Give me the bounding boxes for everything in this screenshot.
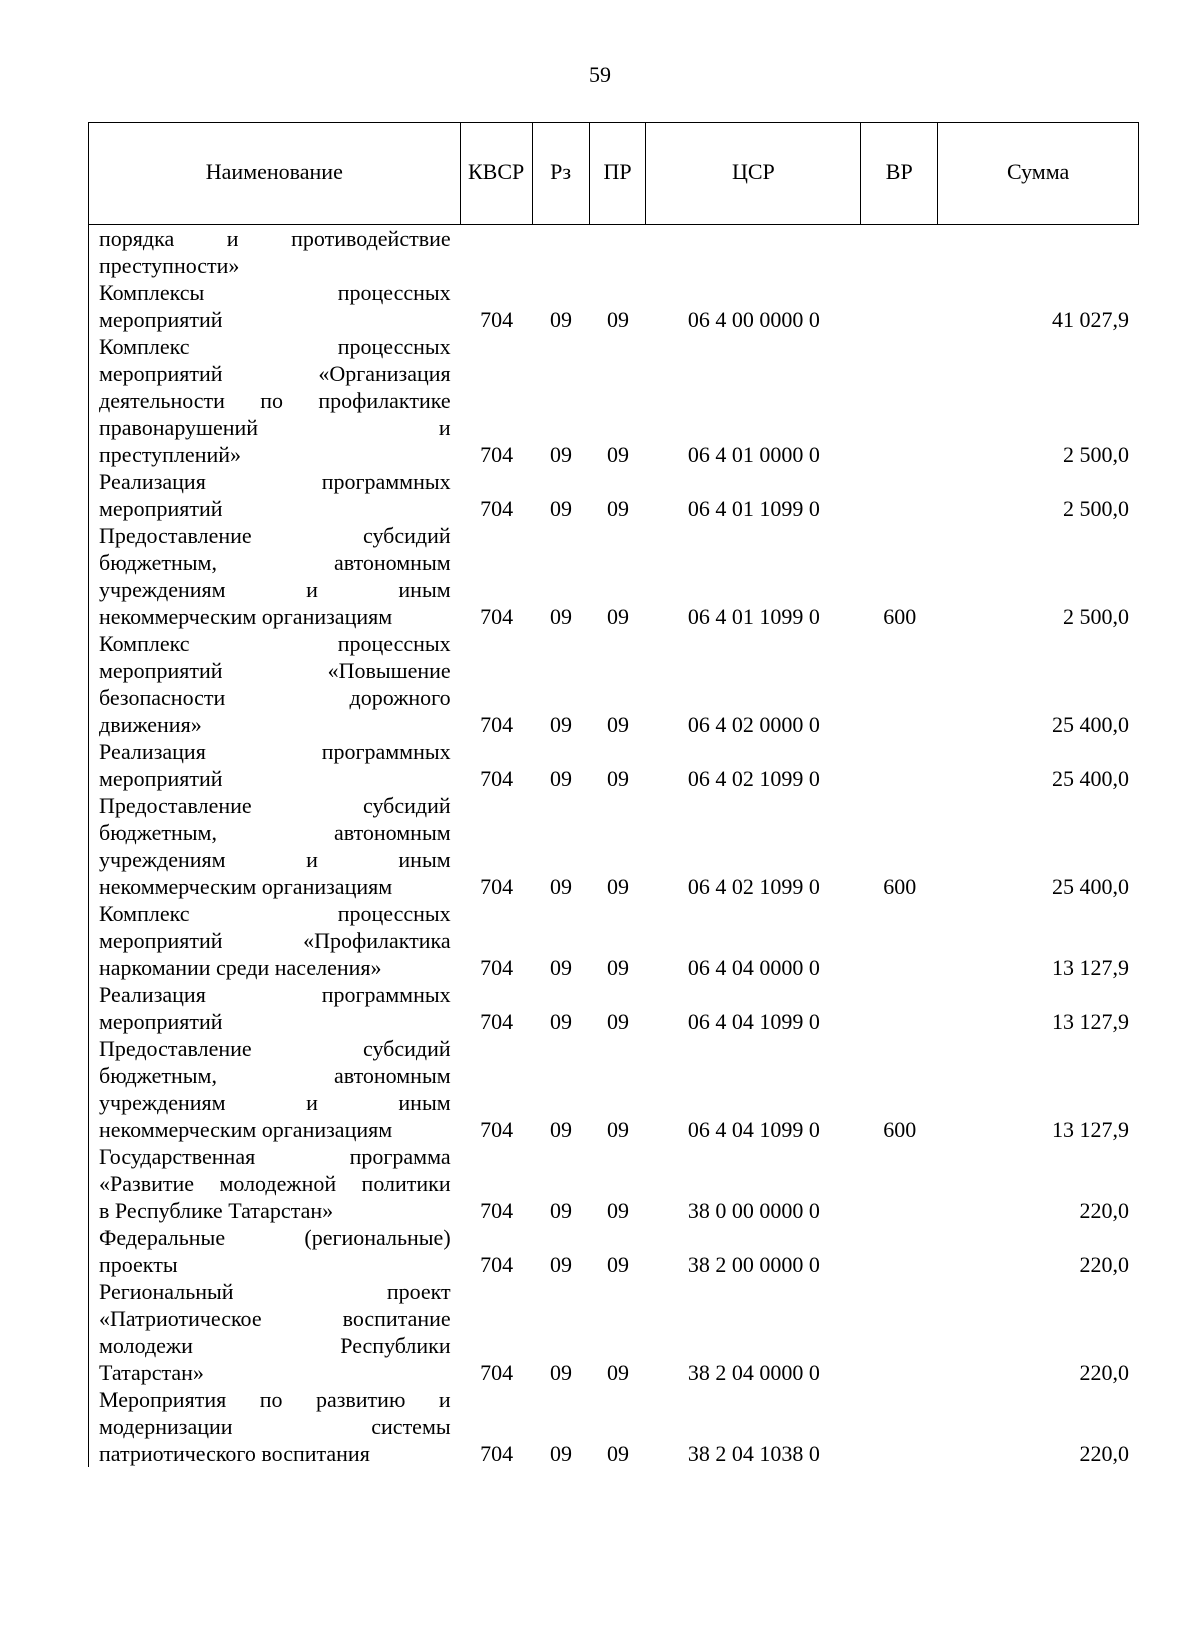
cell-rz: 09: [550, 766, 573, 791]
cell-rz: 09: [550, 712, 573, 737]
cell-vr: 600: [883, 1117, 917, 1142]
cell-csr: 06 4 02 1099 0: [687, 874, 820, 899]
header-vr: ВР: [861, 123, 938, 224]
cell-kvsr: 704: [480, 766, 514, 791]
name-word: системы: [371, 1414, 451, 1439]
name-word: автономным: [333, 550, 451, 575]
cell-name: [89, 1143, 461, 1224]
table-row: [89, 981, 1139, 1035]
name-word: Реализация: [99, 739, 206, 764]
name-word: мероприятий: [99, 361, 223, 386]
cell-kvsr: 704: [480, 496, 514, 521]
cell-pr: 09: [606, 496, 629, 521]
cell-sum: 13 127,9: [1051, 955, 1129, 980]
table-row: [89, 225, 1139, 279]
name-word: программа: [349, 1144, 451, 1169]
cell-pr: 09: [606, 766, 629, 791]
name-line: [99, 1224, 451, 1251]
name-word: по: [259, 1387, 283, 1412]
name-line: [99, 468, 451, 495]
cell-pr: 09: [606, 307, 629, 332]
name-word: субсидий: [363, 793, 451, 818]
table-header: [88, 122, 1139, 225]
cell-sum: 2 500,0: [1062, 496, 1129, 521]
name-word: процессных: [337, 901, 451, 926]
name-line: [99, 657, 451, 684]
cell-sum: 13 127,9: [1051, 1009, 1129, 1034]
name-word: Комплекс: [99, 334, 190, 359]
name-word: автономным: [333, 1063, 451, 1088]
name-word: процессных: [337, 334, 451, 359]
page-number: 59: [589, 62, 611, 87]
cell-sum: 25 400,0: [1051, 766, 1129, 791]
name-line: [99, 1143, 451, 1170]
name-line: [99, 900, 451, 927]
cell-vr: 600: [883, 874, 917, 899]
cell-name: [89, 225, 461, 279]
name-word: иным: [398, 1090, 451, 1115]
cell-name: [89, 333, 461, 468]
name-line: мероприятий: [99, 1009, 223, 1034]
name-word: «Повышение: [327, 658, 451, 683]
table-row: [89, 738, 1139, 792]
cell-csr: 38 2 04 1038 0: [687, 1441, 820, 1466]
name-line: некоммерческим организациям: [99, 874, 393, 899]
budget-table: [88, 122, 1139, 1467]
name-line: [99, 333, 451, 360]
cell-pr: 09: [606, 442, 629, 467]
name-word: политики: [361, 1171, 451, 1196]
name-word: мероприятий: [99, 658, 223, 683]
cell-csr: 38 2 00 0000 0: [687, 1252, 820, 1277]
name-line: [99, 549, 451, 576]
cell-csr: 38 0 00 0000 0: [687, 1198, 820, 1223]
header-pr: ПР: [590, 123, 647, 224]
cell-pr: 09: [606, 712, 629, 737]
cell-csr: 06 4 04 1099 0: [687, 1009, 820, 1034]
name-word: субсидий: [363, 1036, 451, 1061]
name-line: мероприятий: [99, 496, 223, 521]
name-line: [99, 1170, 451, 1197]
name-word: Предоставление: [99, 793, 252, 818]
name-word: «Профилактика: [303, 928, 451, 953]
cell-name: [89, 1035, 461, 1143]
name-word: учреждениям: [99, 1090, 226, 1115]
name-line: проекты: [99, 1252, 178, 1277]
cell-vr: 600: [883, 604, 917, 629]
name-line: мероприятий: [99, 307, 223, 332]
name-word: проект: [386, 1279, 451, 1304]
name-word: Государственная: [99, 1144, 256, 1169]
header-rz: Рз: [533, 123, 590, 224]
name-word: Предоставление: [99, 523, 252, 548]
cell-rz: 09: [550, 955, 573, 980]
name-line: [99, 846, 451, 873]
cell-sum: 220,0: [1079, 1360, 1129, 1385]
cell-name: [89, 1278, 461, 1386]
name-word: и: [438, 1387, 451, 1412]
table-row: [89, 1143, 1139, 1224]
cell-rz: 09: [550, 1441, 573, 1466]
name-line: преступности»: [99, 253, 240, 278]
name-word: и: [306, 847, 318, 872]
cell-kvsr: 704: [480, 1198, 514, 1223]
cell-kvsr: 704: [480, 1252, 514, 1277]
header-sum: Сумма: [938, 123, 1139, 224]
cell-csr: 06 4 01 1099 0: [687, 496, 820, 521]
name-word: бюджетным,: [99, 550, 217, 575]
name-word: Мероприятия: [99, 1387, 227, 1412]
name-word: «Организация: [318, 361, 451, 386]
name-word: программных: [321, 982, 451, 1007]
name-line: некоммерческим организациям: [99, 1117, 393, 1142]
name-word: и: [306, 577, 318, 602]
name-word: мероприятий: [99, 928, 223, 953]
name-word: иным: [398, 577, 451, 602]
name-line: [99, 387, 451, 414]
name-word: модернизации: [99, 1414, 233, 1439]
name-word: учреждениям: [99, 847, 226, 872]
name-word: (региональные): [304, 1225, 451, 1250]
table-body: [88, 225, 1139, 1467]
cell-kvsr: 704: [480, 1360, 514, 1385]
cell-sum: 13 127,9: [1051, 1117, 1129, 1142]
name-word: развитию: [315, 1387, 406, 1412]
name-line: мероприятий: [99, 766, 223, 791]
cell-name: [89, 1386, 461, 1467]
name-word: порядка: [99, 226, 175, 251]
cell-kvsr: 704: [480, 307, 514, 332]
cell-csr: 06 4 04 0000 0: [687, 955, 820, 980]
cell-pr: 09: [606, 955, 629, 980]
name-word: дорожного: [349, 685, 451, 710]
cell-sum: 25 400,0: [1051, 712, 1129, 737]
name-line: движения»: [99, 712, 202, 737]
name-word: «Патриотическое: [99, 1306, 262, 1331]
name-word: по: [260, 388, 284, 413]
cell-sum: 220,0: [1079, 1198, 1129, 1223]
cell-kvsr: 704: [480, 442, 514, 467]
cell-kvsr: 704: [480, 1009, 514, 1034]
name-line: Татарстан»: [99, 1360, 204, 1385]
name-line: [99, 1062, 451, 1089]
table-row: [89, 1035, 1139, 1143]
cell-kvsr: 704: [480, 1441, 514, 1466]
cell-kvsr: 704: [480, 604, 514, 629]
name-line: [99, 1305, 451, 1332]
name-word: «Развитие: [99, 1171, 195, 1196]
name-line: [99, 819, 451, 846]
header-csr: ЦСР: [646, 123, 861, 224]
name-line: [99, 1035, 451, 1062]
cell-rz: 09: [550, 604, 573, 629]
name-word: безопасности: [99, 685, 226, 710]
cell-csr: 06 4 00 0000 0: [687, 307, 820, 332]
cell-name: [89, 279, 461, 333]
name-word: процессных: [337, 631, 451, 656]
name-word: Комплексы: [99, 280, 205, 305]
name-word: молодежной: [219, 1171, 337, 1196]
name-word: учреждениям: [99, 577, 226, 602]
cell-name: [89, 900, 461, 981]
cell-pr: 09: [606, 1009, 629, 1034]
cell-rz: 09: [550, 874, 573, 899]
table-row: [89, 792, 1139, 900]
table-row: [89, 900, 1139, 981]
name-word: и: [226, 226, 239, 251]
name-word: Реализация: [99, 982, 206, 1007]
name-word: Предоставление: [99, 1036, 252, 1061]
name-word: профилактике: [318, 388, 451, 413]
name-line: [99, 684, 451, 711]
cell-rz: 09: [550, 307, 573, 332]
name-line: [99, 225, 451, 252]
table-row: [89, 522, 1139, 630]
name-word: Республики: [340, 1333, 451, 1358]
name-line: [99, 1386, 451, 1413]
name-line: [99, 981, 451, 1008]
cell-sum: 2 500,0: [1062, 442, 1129, 467]
cell-kvsr: 704: [480, 1117, 514, 1142]
cell-name: [89, 522, 461, 630]
name-word: Комплекс: [99, 631, 190, 656]
cell-csr: 06 4 02 0000 0: [687, 712, 820, 737]
name-line: [99, 738, 451, 765]
cell-rz: 09: [550, 442, 573, 467]
cell-pr: 09: [606, 1252, 629, 1277]
name-word: воспитание: [342, 1306, 451, 1331]
name-line: [99, 1332, 451, 1359]
name-word: и: [438, 415, 451, 440]
cell-name: [89, 630, 461, 738]
table-row: [89, 1278, 1139, 1386]
name-line: некоммерческим организациям: [99, 604, 393, 629]
cell-csr: 06 4 02 1099 0: [687, 766, 820, 791]
cell-sum: 41 027,9: [1051, 307, 1129, 332]
table-row: [89, 333, 1139, 468]
cell-name: [89, 1224, 461, 1278]
name-word: иным: [398, 847, 451, 872]
cell-rz: 09: [550, 1252, 573, 1277]
cell-pr: 09: [606, 1360, 629, 1385]
cell-rz: 09: [550, 1009, 573, 1034]
cell-kvsr: 704: [480, 874, 514, 899]
cell-name: [89, 792, 461, 900]
name-word: программных: [321, 469, 451, 494]
name-line: [99, 360, 451, 387]
name-word: бюджетным,: [99, 1063, 217, 1088]
name-line: [99, 576, 451, 603]
cell-name: [89, 738, 461, 792]
cell-pr: 09: [606, 1198, 629, 1223]
cell-sum: 220,0: [1079, 1441, 1129, 1466]
cell-csr: 06 4 01 1099 0: [687, 604, 820, 629]
name-line: [99, 927, 451, 954]
name-word: Комплекс: [99, 901, 190, 926]
cell-name: [89, 468, 461, 522]
cell-rz: 09: [550, 1198, 573, 1223]
name-line: [99, 414, 451, 441]
cell-pr: 09: [606, 874, 629, 899]
name-line: преступлений»: [99, 442, 242, 467]
cell-sum: 2 500,0: [1062, 604, 1129, 629]
cell-kvsr: 704: [480, 712, 514, 737]
cell-rz: 09: [550, 1360, 573, 1385]
header-name: Наименование: [89, 123, 461, 224]
name-word: правонарушений: [99, 415, 259, 440]
header-kvsr: КВСР: [461, 123, 533, 224]
name-line: [99, 792, 451, 819]
cell-pr: 09: [606, 1441, 629, 1466]
cell-rz: 09: [550, 1117, 573, 1142]
name-word: автономным: [333, 820, 451, 845]
name-word: и: [306, 1090, 318, 1115]
name-word: бюджетным,: [99, 820, 217, 845]
name-word: противодействие: [291, 226, 451, 251]
table-row: [89, 468, 1139, 522]
cell-csr: 38 2 04 0000 0: [687, 1360, 820, 1385]
cell-pr: 09: [606, 604, 629, 629]
name-word: деятельности: [99, 388, 225, 413]
cell-sum: 220,0: [1079, 1252, 1129, 1277]
name-line: [99, 1278, 451, 1305]
table-row: [89, 1224, 1139, 1278]
name-line: патриотического воспитания: [99, 1441, 370, 1466]
name-line: [99, 1413, 451, 1440]
name-line: в Республике Татарстан»: [99, 1198, 334, 1223]
name-word: программных: [321, 739, 451, 764]
cell-csr: 06 4 04 1099 0: [687, 1117, 820, 1142]
name-word: Реализация: [99, 469, 206, 494]
name-word: молодежи: [99, 1333, 193, 1358]
name-word: Федеральные: [99, 1225, 226, 1250]
cell-kvsr: 704: [480, 955, 514, 980]
cell-name: [89, 981, 461, 1035]
table-row: [89, 630, 1139, 738]
table-row: [89, 279, 1139, 333]
cell-pr: 09: [606, 1117, 629, 1142]
cell-rz: 09: [550, 496, 573, 521]
name-line: [99, 1089, 451, 1116]
name-line: [99, 522, 451, 549]
table-row: [89, 1386, 1139, 1467]
name-word: процессных: [337, 280, 451, 305]
name-word: субсидий: [363, 523, 451, 548]
cell-csr: 06 4 01 0000 0: [687, 442, 820, 467]
name-line: наркомании среди населения»: [99, 955, 382, 980]
name-line: [99, 279, 451, 306]
name-word: Региональный: [99, 1279, 234, 1304]
cell-sum: 25 400,0: [1051, 874, 1129, 899]
name-line: [99, 630, 451, 657]
